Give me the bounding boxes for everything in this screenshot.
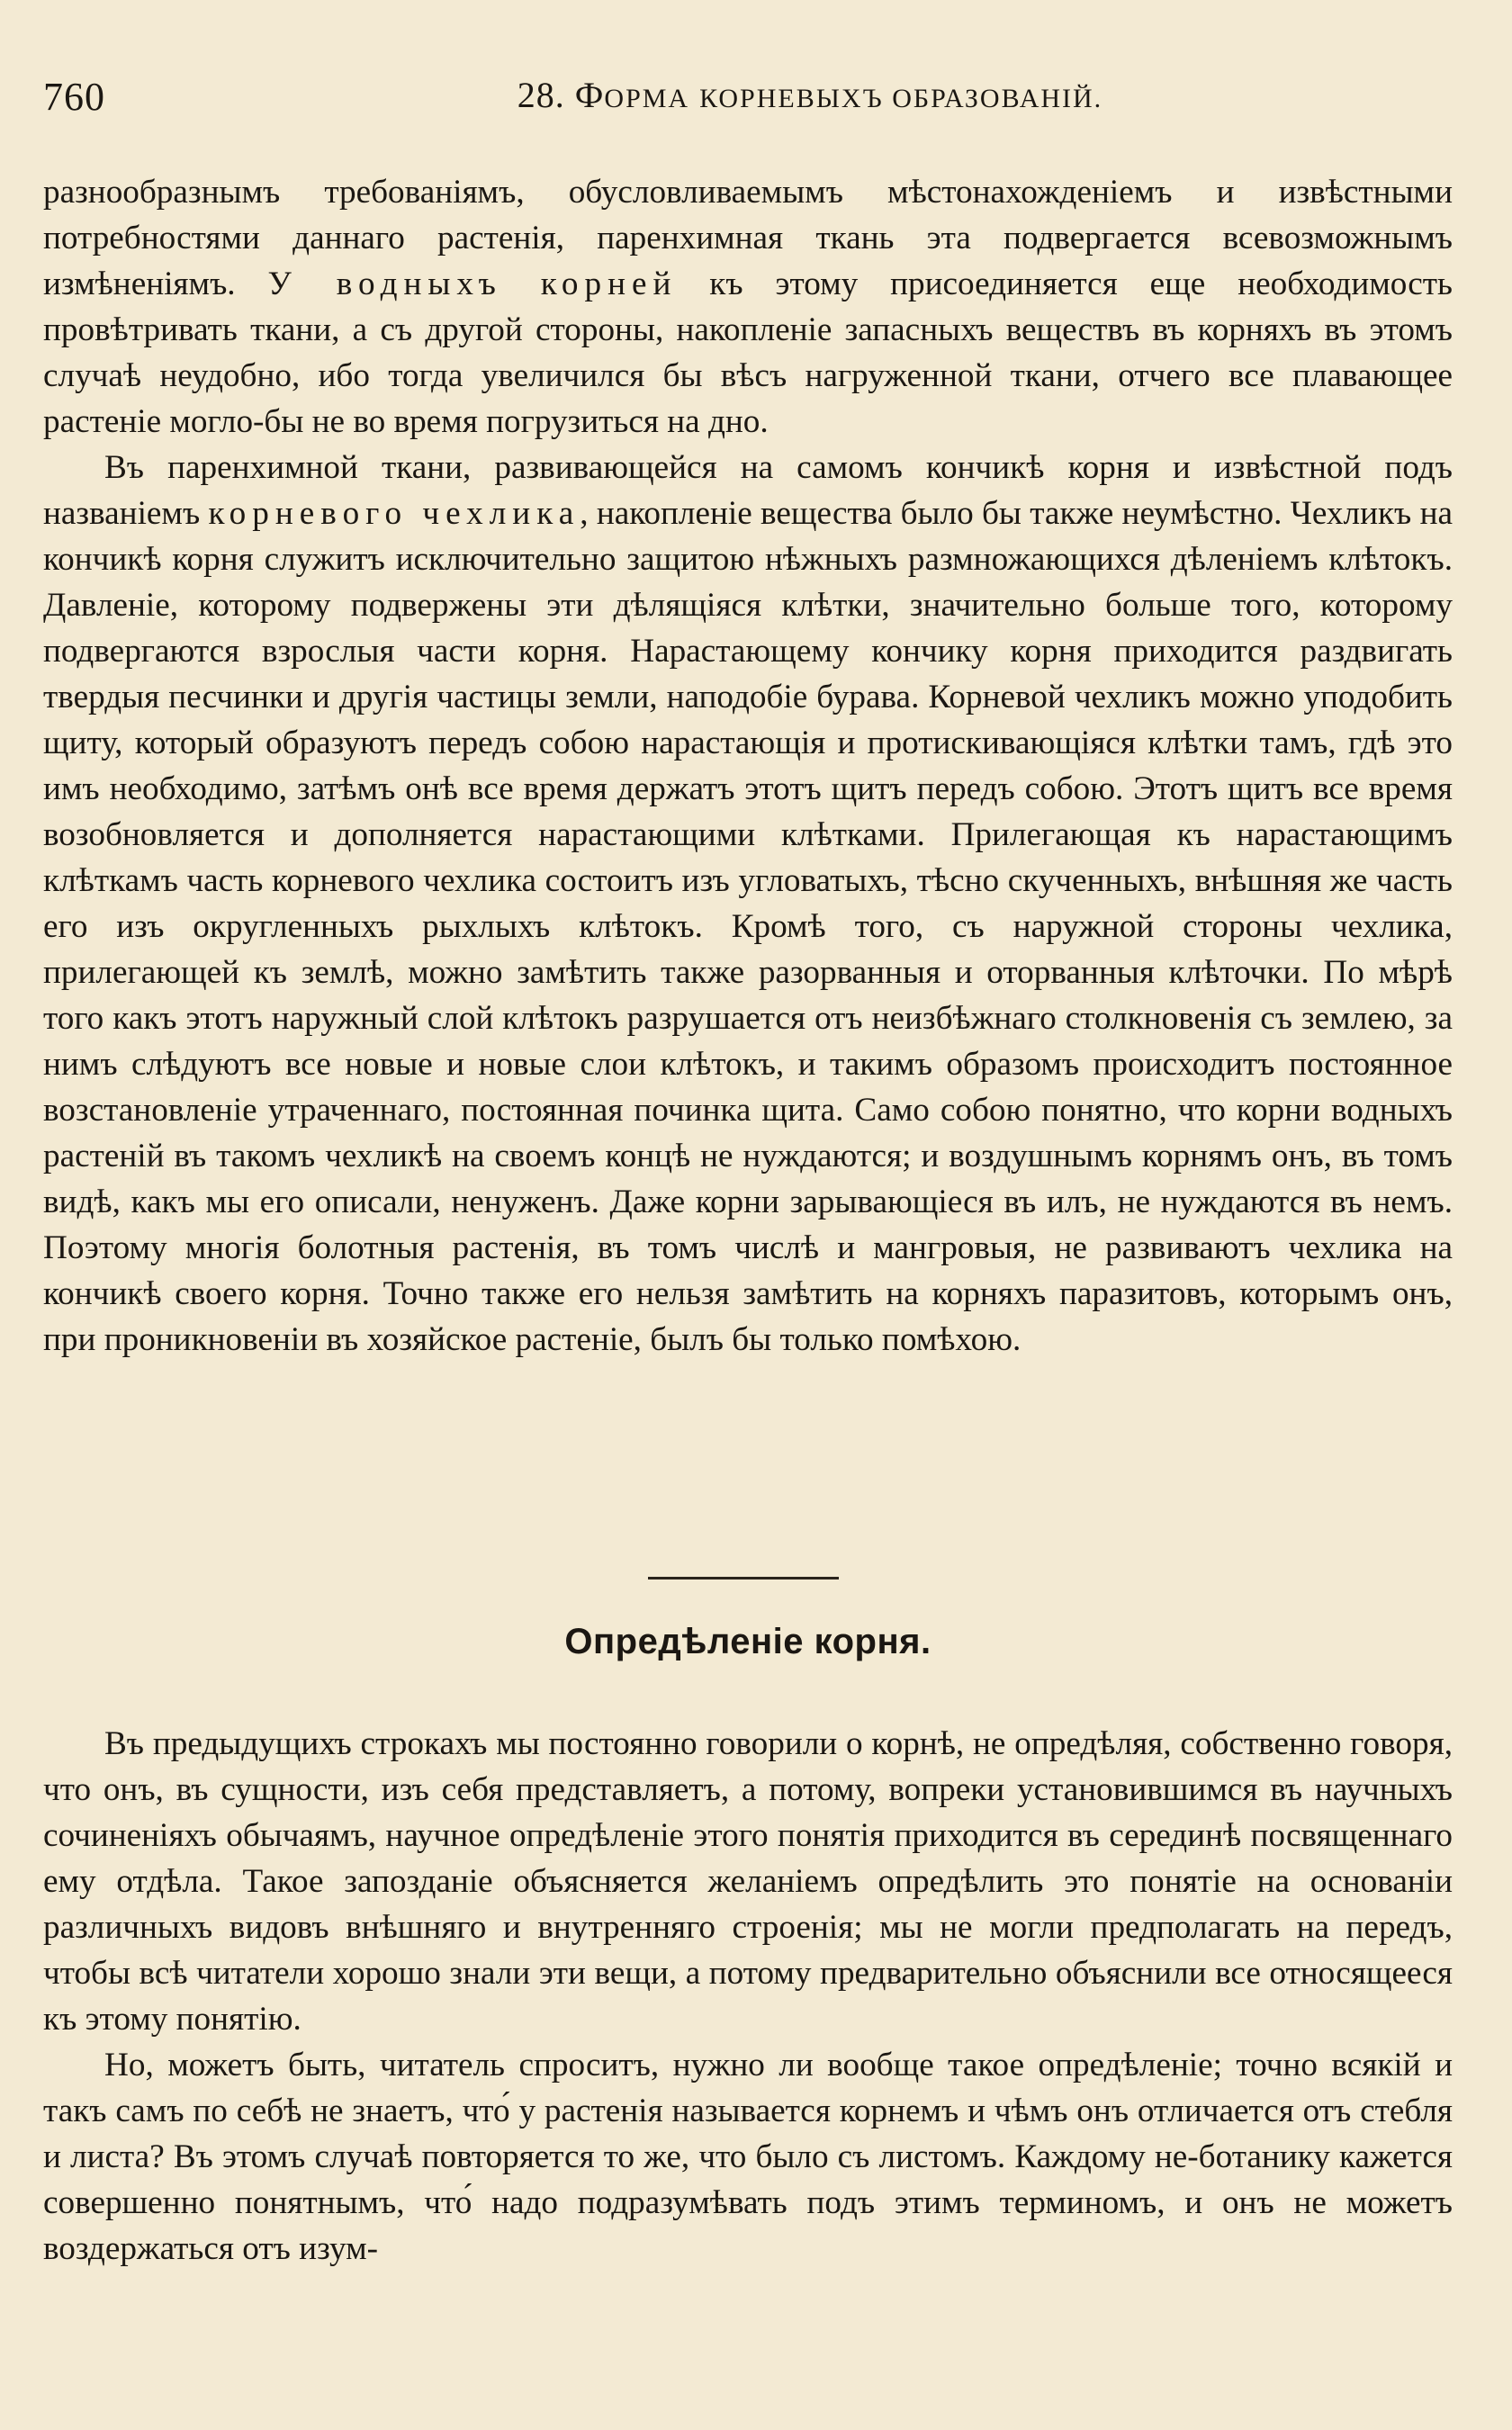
paragraph: Но, можетъ быть, читатель спроситъ, нужно ли вообще такое опредѣленiе; точно всякiй и такъ самъ по себѣ не знаетъ, что́ у растенiя называется корнемъ и чѣмъ онъ отличается отъ стебля и листа? Въ этомъ случаѣ повторяется то же, что было съ листомъ. Каждому не-ботанику кажется совершенно понятнымъ, что́ надо подразумѣвать подъ этимъ терминомъ, и онъ не можетъ воздержаться отъ изум- xyxy=(43,2047,1453,2267)
text-block-top xyxy=(43,169,1453,1363)
paragraph xyxy=(43,169,1453,445)
text-run: Въ паренхимной ткани, развивающейся на самомъ кончикѣ корня и извѣстной подъ названiемъ xyxy=(43,449,1453,532)
section-number: 28. xyxy=(517,75,565,115)
page-number: 760 xyxy=(43,75,105,119)
spaced-emphasis: корневого чехлика xyxy=(208,495,580,532)
title-rest: КОРНЕВЫХЪ ОБРАЗОВАНIЙ. xyxy=(699,84,1103,113)
section-heading: Опредѣленiе корня. xyxy=(564,1622,932,1661)
text-run: разнообразнымъ требованiямъ, обусловливаемымъ мѣстонахожденiемъ и извѣстными потребностями даннаго растенiя, паренхимная ткань эта подвергается всевозможнымъ измѣненiямъ. xyxy=(43,174,1453,302)
text-run: , накопленiе вещества было бы также неумѣстно. Чехликъ на кончикѣ корня служитъ исключительно защитою нѣжныхъ размножающихся дѣленiемъ клѣтокъ. Давленiе, которому подвержены эти дѣлящiяся клѣтки, значительно больше того, которому подвергаются взрослыя части корня. Нарастающему кончику корня приходится раздвигать твердыя песчинки и другiя частицы земли, наподобiе бурава. Корневой чехликъ можно уподобить щиту, который образуютъ передъ собою нарастающiя и протискивающiяся клѣтки тамъ, гдѣ это имъ необходимо, затѣмъ онѣ все время держатъ этотъ щитъ передъ собою. Этотъ щитъ все время возобновляется и дополняется нарастающими клѣтками. Прилегающая къ нарастающимъ клѣткамъ часть корневого чехлика состоитъ изъ угловатыхъ, тѣсно скученныхъ, внѣшняя же часть его изъ округленныхъ рыхлыхъ клѣтокъ. Кромѣ того, съ наружной стороны чехлика, прилегающей къ землѣ, можно замѣтить также разорванныя и оторванныя клѣточки. По мѣрѣ того какъ этотъ наружный слой клѣтокъ разрушается отъ неизбѣжнаго столкновенiя съ землею, за нимъ слѣдуютъ все новые и новые слои клѣтокъ, и такимъ образомъ происходитъ постоянное возстановленiе утраченнаго, постоянная починка щита. Само собою понятно, что корни водныхъ растенiй въ такомъ чехликѣ на своемъ концѣ не нуждаются; и воздушнымъ корнямъ онъ, въ томъ видѣ, какъ мы его описали, ненуженъ. Даже корни зарывающiеся въ илъ, не нуждаются въ немъ. Поэтому многiя болотныя растенiя, въ томъ числѣ и мангровыя, не развиваютъ чехлика на кончикѣ своего корня. Точно также его нельзя замѣтить на корняхъ паразитовъ, которымъ онъ, при проникновенiи въ хозяйское растенiе, былъ бы только помѣхою. xyxy=(43,495,1453,1358)
title-initial-rest: ОРМА xyxy=(604,84,690,113)
running-title xyxy=(43,74,1469,116)
section-divider xyxy=(648,1577,839,1580)
paragraph: Въ предыдущихъ строкахъ мы постоянно говорили о корнѣ, не опредѣляя, собственно говоря, что онъ, въ сущности, изъ себя представляетъ, а потому, вопреки установившимся въ научныхъ сочиненiяхъ обычаямъ, научное опредѣленiе этого понятiя приходится въ серединѣ посвященнаго ему отдѣла. Такое запозданiе объясняется желанiемъ опредѣлить это понятiе на основанiи различныхъ видовъ внѣшняго и внутренняго строенiя; мы не могли предполагать на передъ, чтобы всѣ читатели хорошо знали эти вещи, а потому предварительно объяснили все относящееся къ этому понятiю. xyxy=(43,1725,1453,2038)
paragraph xyxy=(43,445,1453,1363)
text-run: къ этому присоединяется еще необходимость провѣтривать ткани, а съ другой стороны, накопленiе запасныхъ веществъ въ корняхъ въ этомъ случаѣ неудобно, ибо тогда увеличился бы вѣсъ нагруженной ткани, отчего все плавающее растенiе могло-бы не во время погрузиться на дно. xyxy=(43,266,1454,440)
title-initial: Ф xyxy=(574,75,605,115)
page-header xyxy=(43,74,1469,128)
text-block-bottom xyxy=(43,1721,1453,2272)
spaced-emphasis: У водныхъ корней xyxy=(267,266,678,302)
